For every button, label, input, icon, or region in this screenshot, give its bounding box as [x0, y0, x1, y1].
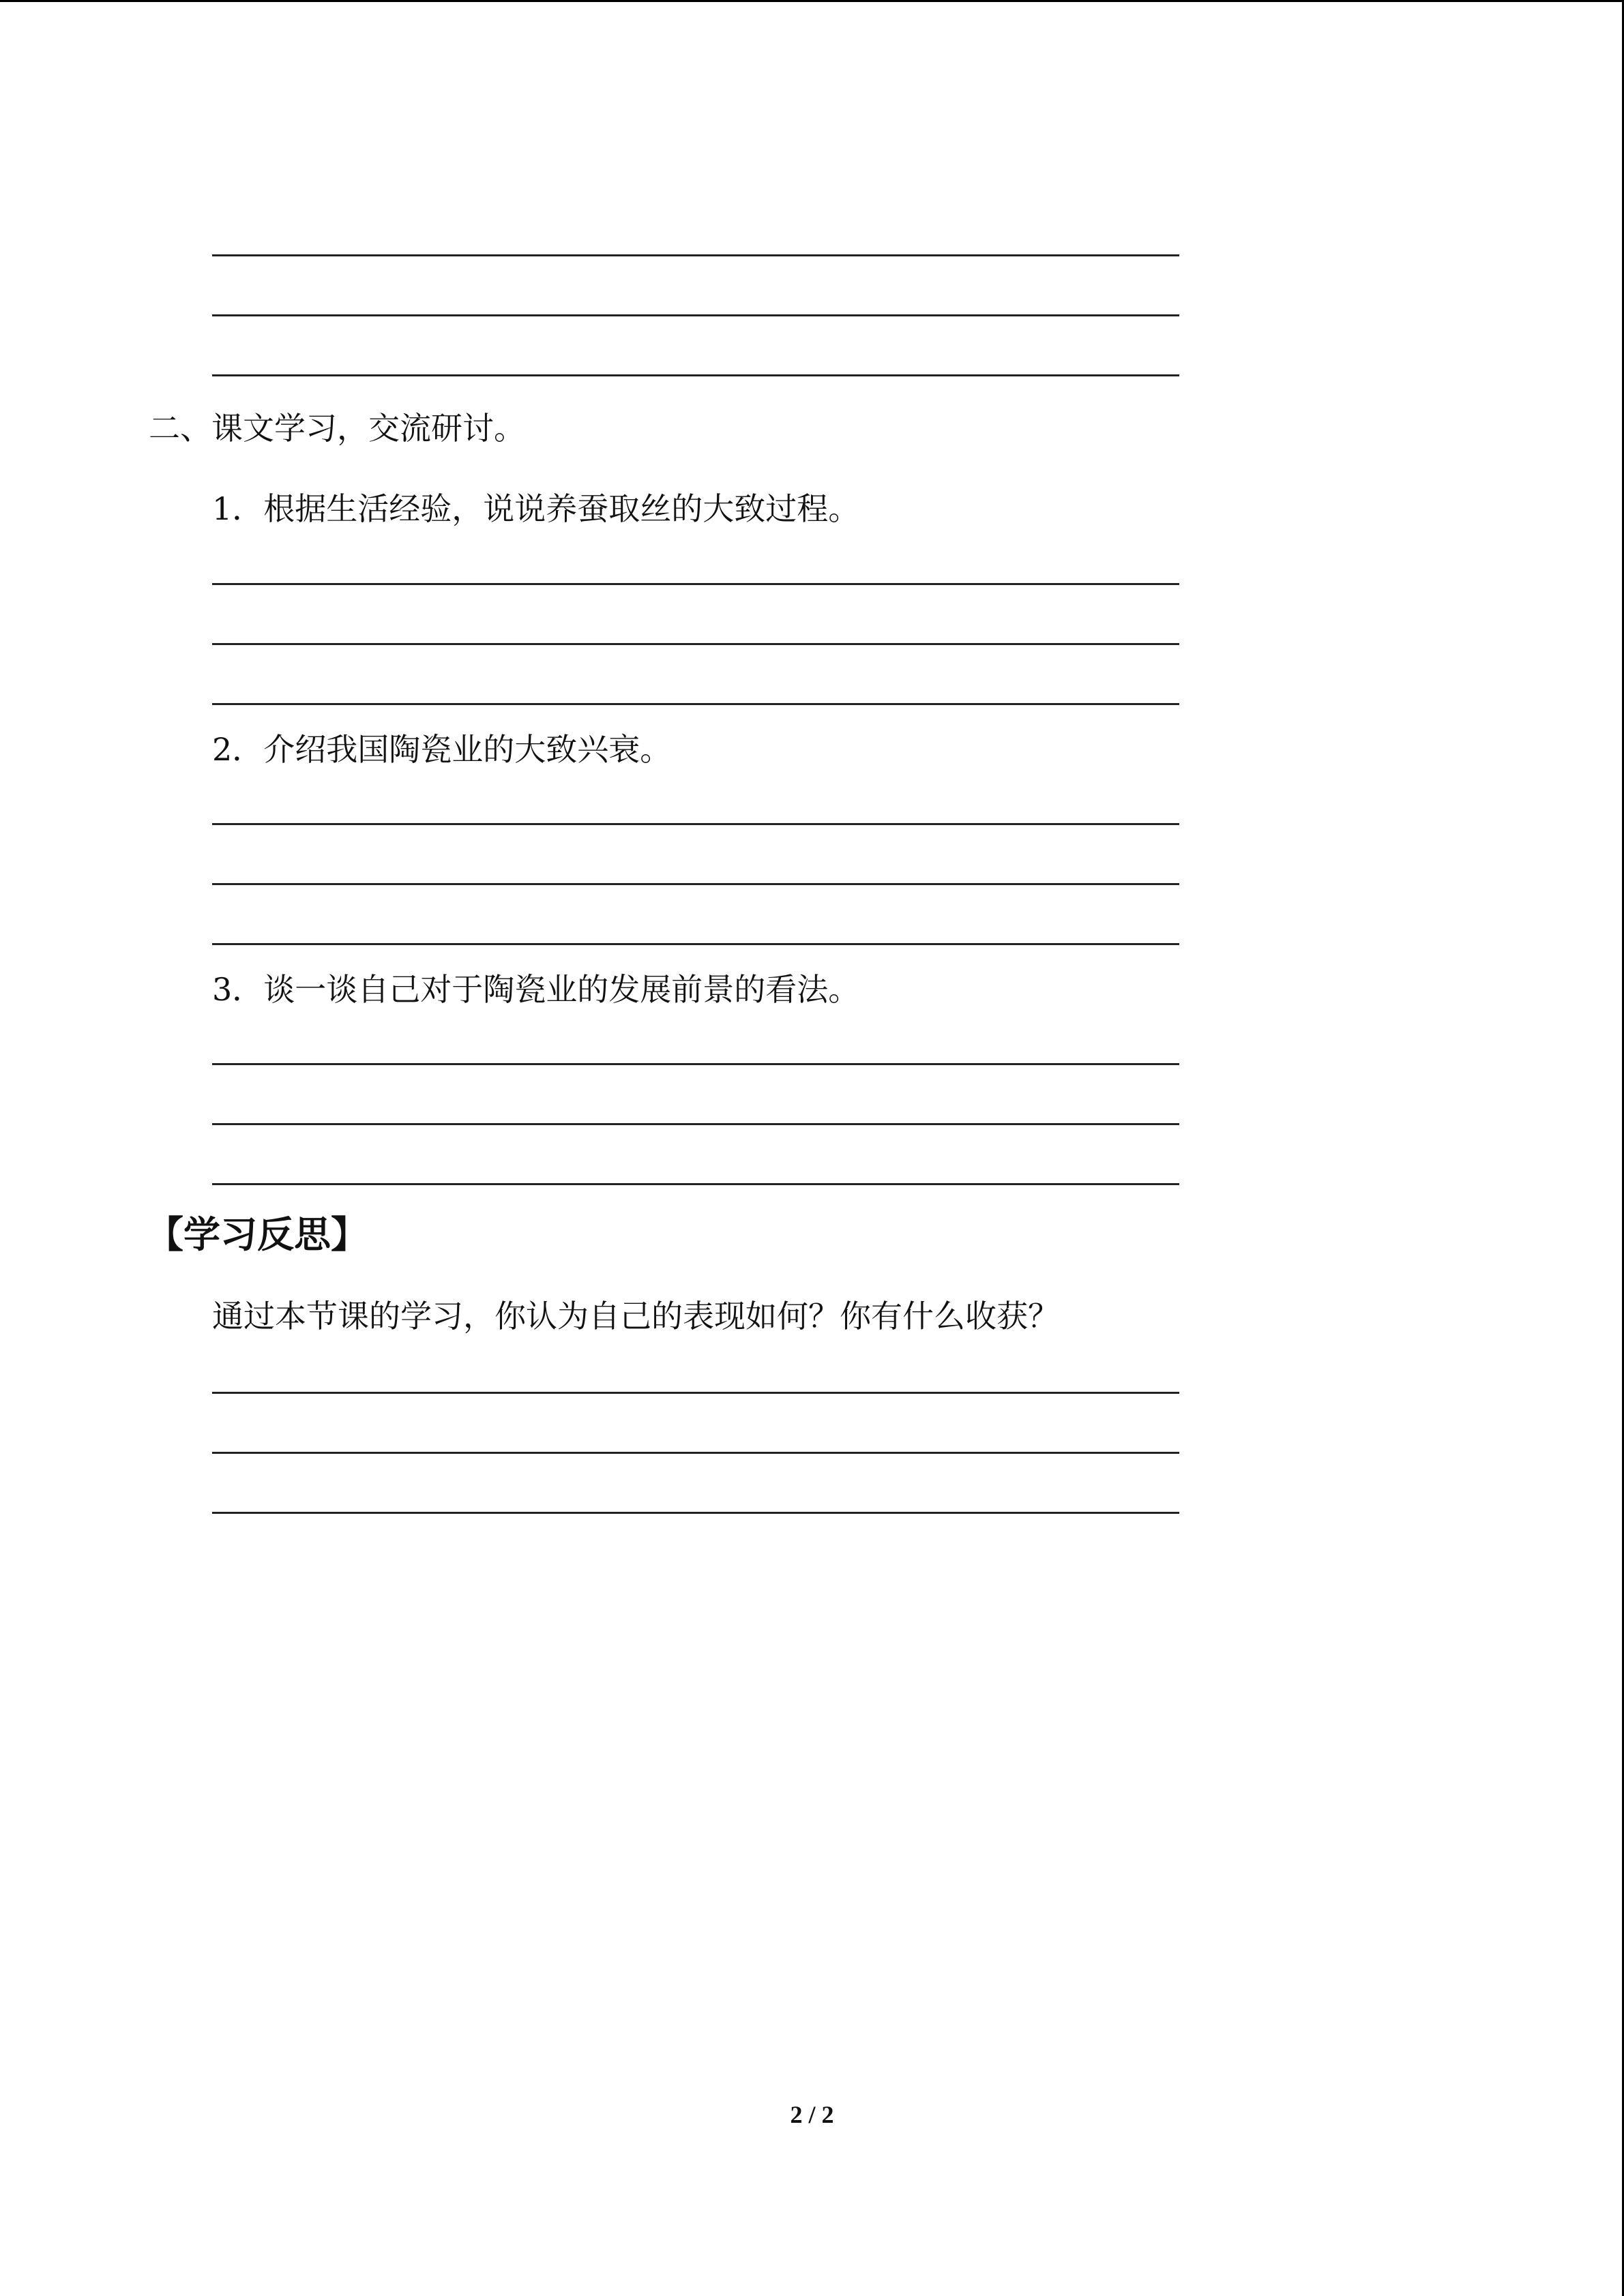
answer-line[interactable] [212, 1123, 1179, 1125]
answer-line[interactable] [212, 883, 1179, 885]
answer-line[interactable] [212, 1392, 1179, 1394]
page-border-top [0, 0, 1624, 2]
reflection-heading: 【学习反思】 [147, 1213, 368, 1256]
question-1: 1．根据生活经验，说说养蚕取丝的大致过程。 [212, 490, 860, 527]
answer-line[interactable] [212, 583, 1179, 585]
section-title: 二、课文学习，交流研讨。 [149, 410, 525, 447]
answer-line[interactable] [212, 1063, 1179, 1065]
answer-line[interactable] [212, 1452, 1179, 1454]
page-number: 2 / 2 [790, 2101, 834, 2128]
answer-line[interactable] [212, 703, 1179, 705]
answer-line[interactable] [212, 374, 1179, 376]
answer-line[interactable] [212, 943, 1179, 945]
answer-line[interactable] [212, 823, 1179, 825]
answer-line[interactable] [212, 254, 1179, 256]
reflection-prompt: 通过本节课的学习，你认为自己的表现如何？你有什么收获？ [212, 1298, 1059, 1335]
answer-line[interactable] [212, 314, 1179, 316]
question-3: 3．谈一谈自己对于陶瓷业的发展前景的看法。 [212, 971, 860, 1008]
answer-line[interactable] [212, 1512, 1179, 1514]
question-2: 2．介绍我国陶瓷业的大致兴衰。 [212, 731, 672, 768]
answer-line[interactable] [212, 1183, 1179, 1185]
answer-line[interactable] [212, 643, 1179, 645]
